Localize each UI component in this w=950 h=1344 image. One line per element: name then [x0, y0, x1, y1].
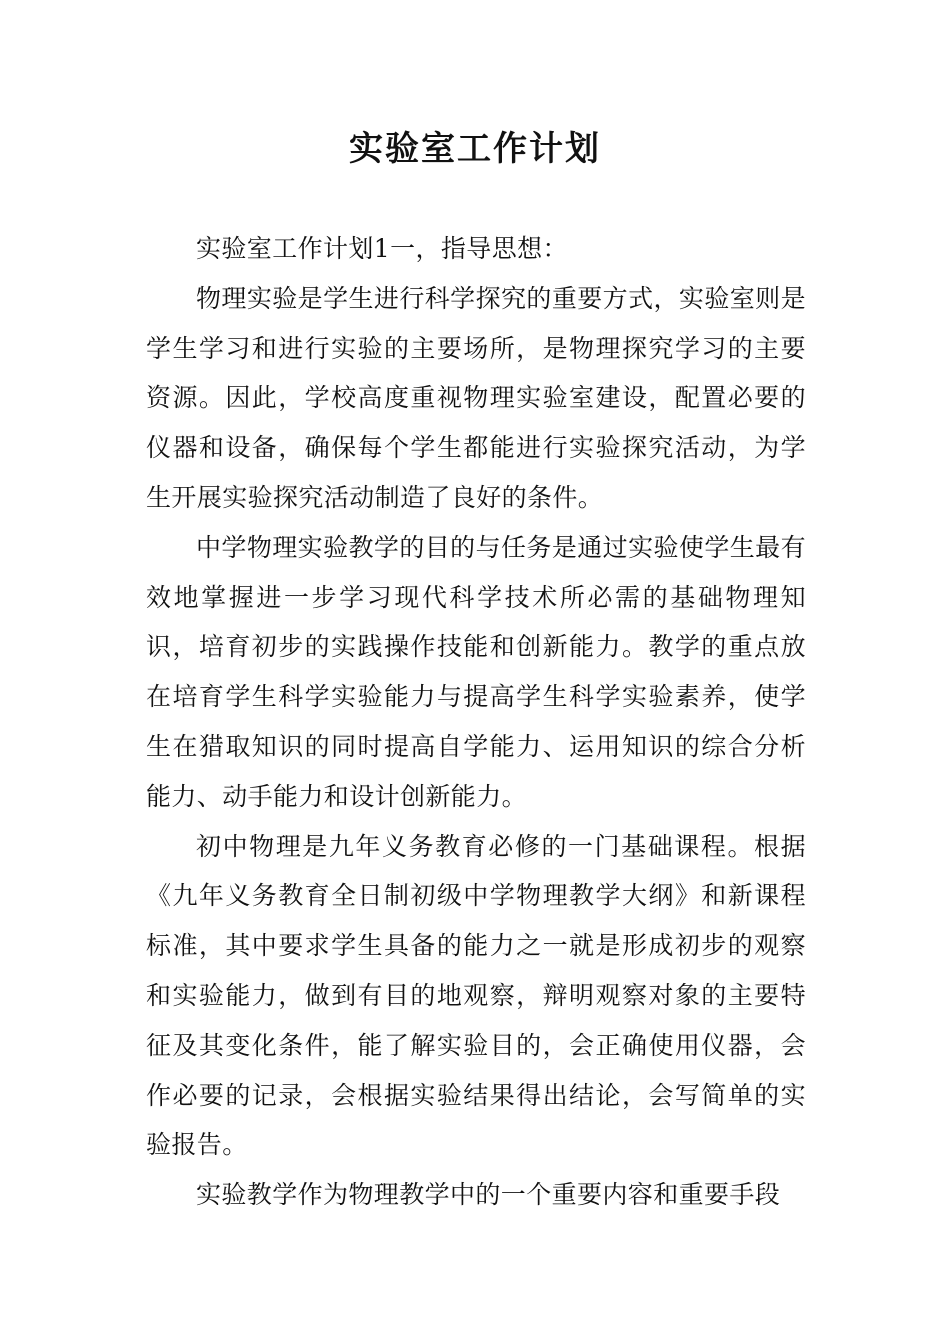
paragraph: 中学物理实验教学的目的与任务是通过实验使学生最有效地掌握进一步学习现代科学技术所必需的基础物理知识，培育初步的实践操作技能和创新能力。教学的重点放在培育学生科学实验能力与提高学生科学实验素养，使学生在猎取知识的同时提高自学能力、运用知识的综合分析能力、动手能力和设计创新能力。	[146, 532, 806, 811]
paragraph: 初中物理是九年义务教育必修的一门基础课程。根据《九年义务教育全日制初级中学物理教学大纲》和新课程标准，其中要求学生具备的能力之一就是形成初步的观察和实验能力，做到有目的地观察，辩明观察对象的主要特征及其变化条件，能了解实验目的，会正确使用仪器，会作必要的记录，会根据实验结果得出结论，会写简单的实验报告。	[146, 831, 806, 1160]
paragraph: 物理实验是学生进行科学探究的重要方式，实验室则是学生学习和进行实验的主要场所，是物理探究学习的主要资源。因此，学校高度重视物理实验室建设，配置必要的仪器和设备，确保每个学生都能进行实验探究活动，为学生开展实验探究活动制造了良好的条件。	[146, 283, 806, 512]
document-body	[146, 224, 806, 1220]
paragraph-heading: 实验室工作计划1一，指导思想：	[196, 234, 568, 263]
paragraph: 实验教学作为物理教学中的一个重要内容和重要手段	[196, 1180, 781, 1210]
document-title: 实验室工作计划	[349, 129, 601, 169]
